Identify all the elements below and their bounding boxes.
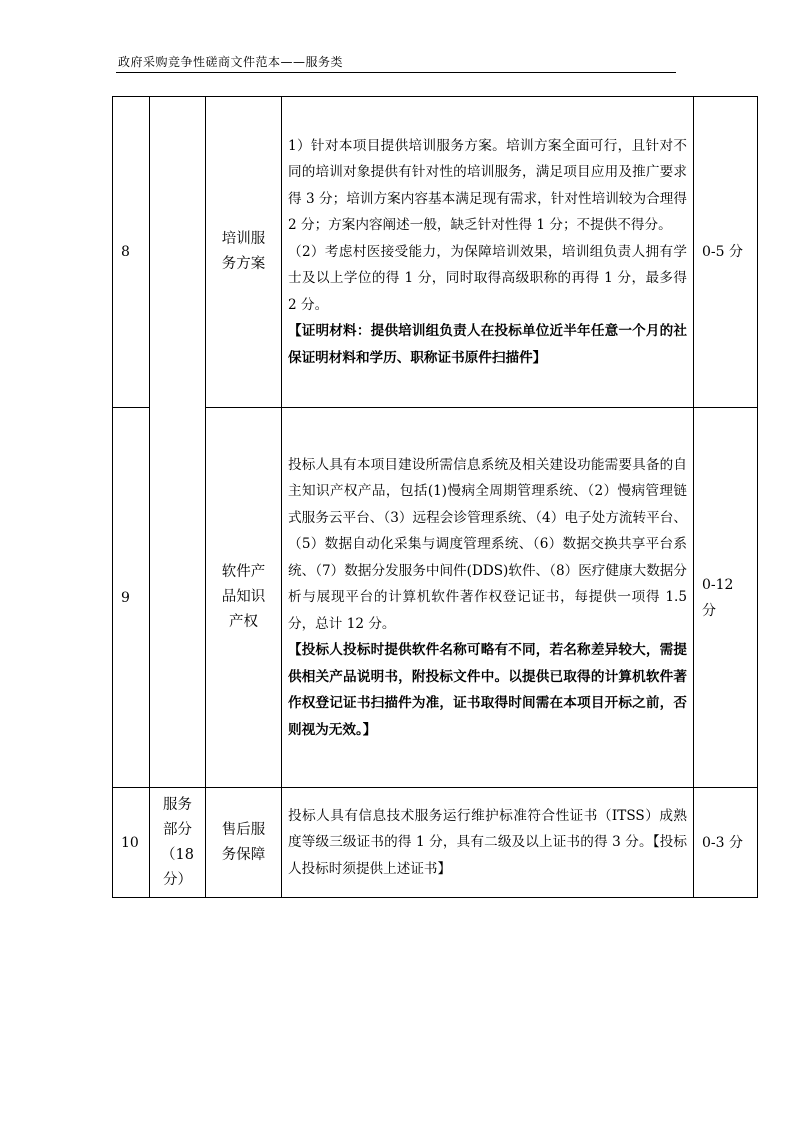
item-name (206, 788, 282, 898)
row-number: 8 (113, 97, 150, 408)
item-name-text: 售后服 务保障 (221, 821, 266, 863)
running-header: 政府采购竞争性磋商文件范本——服务类 (118, 55, 344, 69)
evidence-note: 【证明材料：提供培训组负责人在投标单位近半年任意一个月的社保证明材料和学历、职称证书原件扫描件】 (288, 323, 687, 366)
table-row (113, 788, 758, 898)
table-row (113, 408, 758, 788)
header-rule (116, 72, 676, 73)
scoring-table (112, 96, 758, 898)
evidence-note: 【投标人投标时提供软件名称可略有不同，若名称差异较大，需提供相关产品说明书，附投标文件中。以提供已取得的计算机软件著作权登记证书扫描件为准，证书取得时间需在本项目开标之前，否则视为无效。】 (288, 642, 687, 738)
criteria-paragraph: （2）考虑村医接受能力，为保障培训效果，培训组负责人拥有学士及以上学位的得 1 分，同时取得高级职称的再得 1 分，最多得 2 分。 (288, 243, 687, 313)
criteria-cell (282, 408, 694, 788)
row-number: 9 (113, 408, 150, 788)
item-name-text: 软件产 品知识 产权 (221, 564, 266, 630)
table-row (113, 97, 758, 408)
criteria-paragraph: 1）针对本项目提供培训服务方案。培训方案全面可行，且针对不同的培训对象提供有针对性的培训服务，满足项目应用及推广要求得 3 分；培训方案内容基本满足现有需求，针对性培训较为合理得 2 分；方案内容阐述一般，缺乏针对性得 1 分；不提供不得分。 (288, 137, 687, 234)
category-text: 服务 部分 （18 分） (161, 796, 194, 888)
score-range: 0-3 分 (694, 788, 758, 898)
item-name (206, 408, 282, 788)
category-cell (150, 788, 206, 898)
category-cell (150, 97, 206, 788)
item-name (206, 97, 282, 408)
criteria-cell (282, 97, 694, 408)
criteria-paragraph: 投标人具有信息技术服务运行维护标准符合性证书（ITSS）成熟度等级三级证书的得 1 分，具有二级及以上证书的得 3 分。【投标人投标时须提供上述证书】 (288, 807, 687, 877)
score-range: 0-12 分 (694, 408, 758, 788)
criteria-cell (282, 788, 694, 898)
item-name-text: 培训服 务方案 (221, 231, 266, 272)
row-number: 10 (113, 788, 150, 898)
criteria-paragraph: 投标人具有本项目建设所需信息系统及相关建设功能需要具备的自主知识产权产品，包括(1)慢病全周期管理系统、（2）慢病管理链式服务云平台、（3）远程会诊管理系统、（4）电子处方流转平台、（5）数据自动化采集与调度管理系统、（6）数据交换共享平台系统、（7）数据分发服务中间件(DDS)软件、（8）医疗健康大数据分析与展现平台的计算机软件著作权登记证书，每提供一项得 1.5 分，总计 12 分。 (288, 456, 687, 632)
score-range: 0-5 分 (694, 97, 758, 408)
